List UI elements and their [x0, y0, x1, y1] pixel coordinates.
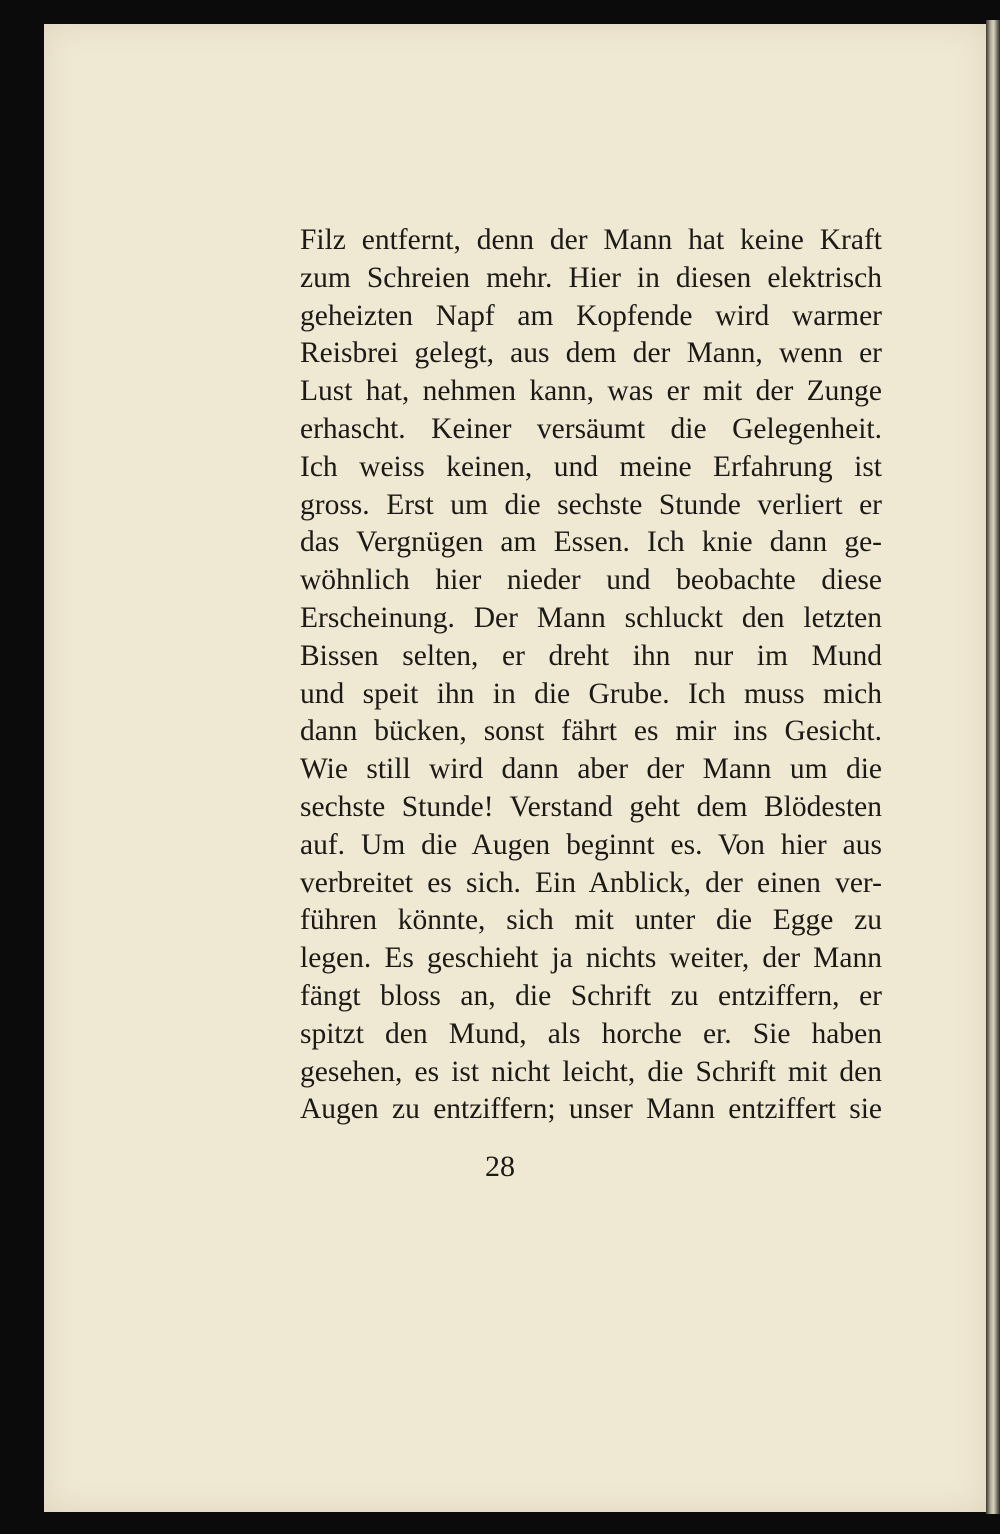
text-line: und speit ihn in die Grube. Ich muss mich — [300, 677, 882, 710]
text-line: zum Schreien mehr. Hier in diesen elektrisch — [300, 261, 882, 294]
text-line: geheizten Napf am Kopfende wird warmer — [300, 299, 882, 332]
text-line: Erscheinung. Der Mann schluckt den letzten — [300, 601, 882, 634]
text-line: wöhnlich hier nieder und beobachte diese — [300, 564, 882, 597]
text-line: erhascht. Keiner versäumt die Gelegenheit. — [300, 412, 882, 445]
text-line: Augen zu entziffern; unser Mann entziffert sie — [300, 1093, 882, 1126]
text-line: fängt bloss an, die Schrift zu entziffern, er — [300, 979, 882, 1012]
text-line: Bissen selten, er dreht ihn nur im Mund — [300, 639, 882, 672]
text-line: dann bücken, sonst fährt es mir ins Gesicht. — [300, 715, 882, 748]
text-line: spitzt den Mund, als horche er. Sie haben — [300, 1017, 882, 1050]
text-line: Wie still wird dann aber der Mann um die — [300, 753, 882, 786]
body-text — [300, 222, 882, 1129]
text-line: Filz entfernt, denn der Mann hat keine Kraft — [300, 224, 882, 256]
page-edge — [986, 20, 1000, 1514]
text-line: das Vergnügen am Essen. Ich knie dann ge- — [300, 526, 882, 559]
page-number: 28 — [485, 1150, 515, 1183]
text-line: sechste Stunde! Verstand geht dem Blödesten — [300, 790, 882, 823]
text-line: Reisbrei gelegt, aus dem der Mann, wenn er — [300, 337, 882, 370]
text-line: legen. Es geschieht ja nichts weiter, der Mann — [300, 942, 882, 975]
text-line: führen könnte, sich mit unter die Egge zu — [300, 904, 882, 937]
text-line: gesehen, es ist nicht leicht, die Schrift mit den — [300, 1055, 882, 1088]
text-line: verbreitet es sich. Ein Anblick, der einen ver- — [300, 866, 882, 899]
text-line: Ich weiss keinen, und meine Erfahrung ist — [300, 450, 882, 483]
text-line: auf. Um die Augen beginnt es. Von hier aus — [300, 828, 882, 861]
text-line: gross. Erst um die sechste Stunde verliert er — [300, 488, 882, 521]
text-line: Lust hat, nehmen kann, was er mit der Zunge — [300, 375, 882, 408]
